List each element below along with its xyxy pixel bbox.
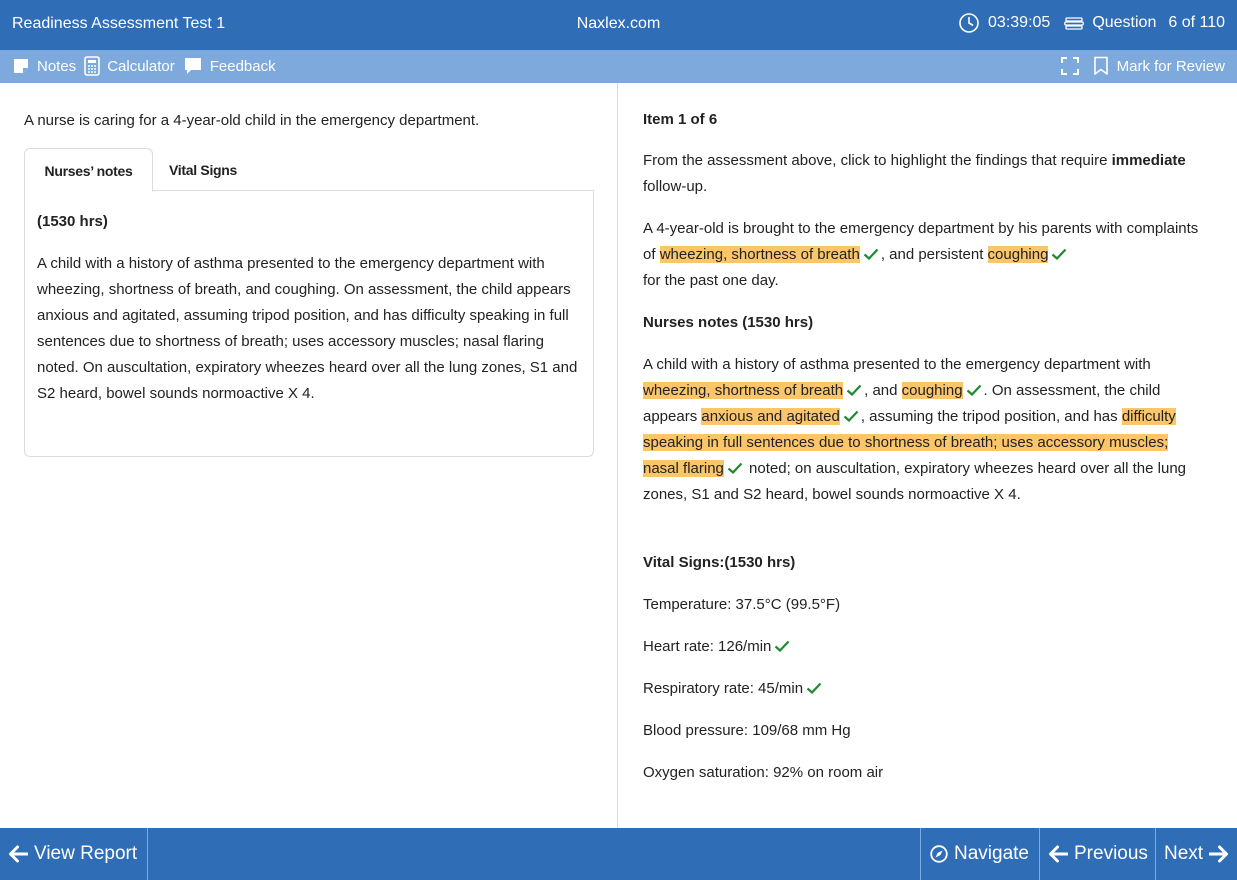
next-button[interactable] xyxy=(1164,828,1229,880)
notes-heading: Nurses notes (1530 hrs) xyxy=(643,314,814,331)
question-icon xyxy=(1064,15,1084,31)
compass-icon xyxy=(930,845,948,863)
case-tabs xyxy=(24,148,594,191)
vital-respiratory-rate: Respiratory rate: 45/min xyxy=(643,676,1208,702)
mark-review-label: Mark for Review xyxy=(1116,57,1225,75)
footer-divider xyxy=(1039,828,1040,880)
fullscreen-icon[interactable] xyxy=(1061,57,1079,75)
highlight-finding[interactable]: difficulty speaking in full sentences due to shortness of breath; uses accessory muscles; nasal flaring xyxy=(643,408,1176,477)
calculator-button[interactable] xyxy=(84,56,175,76)
toolbar xyxy=(0,50,1237,83)
nurses-notes-panel xyxy=(24,191,594,457)
check-icon xyxy=(774,640,790,652)
notes-paragraph: A child with a history of asthma presented to the emergency department with wheezing, shortness of breath , and coughing . On assessment, the child appears anxious and agitated , assuming the tripod position, and has difficulty speaking in full sentences due to shortness of breath; uses accessory muscles; nasal flaring noted; on auscultation, expiratory wheezes heard over all the lung zones, S1 and S2 heard, bowel sounds normoactive X 4. xyxy=(643,356,1186,503)
view-report-label: View Report xyxy=(34,843,138,864)
footer-divider xyxy=(920,828,921,880)
question-label: Question xyxy=(1092,14,1157,31)
footer-divider xyxy=(1155,828,1156,880)
arrow-left-icon xyxy=(8,845,28,863)
feedback-label: Feedback xyxy=(209,57,276,75)
previous-label: Previous xyxy=(1074,843,1148,864)
clock-icon xyxy=(958,12,980,34)
highlight-finding[interactable]: wheezing, shortness of breath xyxy=(659,246,860,263)
item-counter: Item 1 of 6 xyxy=(643,111,718,128)
highlight-finding[interactable]: coughing xyxy=(987,246,1049,263)
highlight-finding[interactable]: anxious and agitated xyxy=(701,408,840,425)
highlight-finding[interactable]: coughing xyxy=(901,382,963,399)
notes-button[interactable] xyxy=(12,57,76,75)
check-icon xyxy=(846,384,862,396)
case-pane xyxy=(0,83,618,828)
navigate-label: Navigate xyxy=(954,843,1029,864)
highlight-finding[interactable]: wheezing, shortness of breath xyxy=(643,382,844,399)
intro-paragraph: A 4-year-old is brought to the emergency department by his parents with complaints of wheezing, shortness of breath , and persistent coughing for the past one day. xyxy=(643,220,1199,289)
check-icon xyxy=(1051,248,1067,260)
check-icon xyxy=(806,682,822,694)
question-count: 6 of 110 xyxy=(1168,14,1225,31)
footer-divider xyxy=(147,828,148,880)
top-bar xyxy=(0,0,1237,50)
check-icon xyxy=(843,410,859,422)
vital-temperature: Temperature: 37.5°C (99.5°F) xyxy=(643,596,841,613)
calculator-icon xyxy=(84,56,100,76)
mark-review-button[interactable] xyxy=(1093,56,1225,76)
view-report-button[interactable] xyxy=(8,828,137,880)
timer: 03:39:05 xyxy=(988,14,1051,31)
check-icon xyxy=(966,384,982,396)
speech-bubble-icon xyxy=(183,56,203,76)
tab-vital-signs[interactable]: Vital Signs xyxy=(169,162,238,178)
case-stem: A nurse is caring for a 4-year-old child in the emergency department. xyxy=(24,112,480,129)
check-icon xyxy=(863,248,879,260)
arrow-right-icon xyxy=(1209,845,1229,863)
instruction: From the assessment above, click to highlight the findings that require immediate follow-up. xyxy=(643,152,1186,195)
check-icon xyxy=(727,462,743,474)
status-group xyxy=(958,12,1225,34)
note-time: (1530 hrs) xyxy=(37,213,108,230)
feedback-button[interactable] xyxy=(183,56,276,76)
navigate-button[interactable] xyxy=(930,828,1029,880)
vital-heart-rate: Heart rate: 126/min xyxy=(643,634,1208,660)
bookmark-icon xyxy=(1093,56,1109,76)
vital-oxygen-saturation: Oxygen saturation: 92% on room air xyxy=(643,764,884,781)
exam-title: Readiness Assessment Test 1 xyxy=(12,15,226,32)
next-label: Next xyxy=(1164,843,1204,864)
tab-nurses-notes[interactable]: Nurses’ notes xyxy=(24,148,153,192)
site-name: Naxlex.com xyxy=(576,15,661,32)
note-body: A child with a history of asthma presented to the emergency department with wheezing, shortness of breath, and coughing. On assessment, the child appears anxious and agitated, assuming tripod position, and has difficulty speaking in full sentences due to shortness of breath; uses accessory muscles; nasal flaring noted. On auscultation, expiratory wheezes heard over all the lung zones, S1 and S2 heard, bowel sounds normoactive X 4. xyxy=(37,255,578,402)
note-icon xyxy=(12,57,30,75)
vitals-heading: Vital Signs:(1530 hrs) xyxy=(643,554,796,571)
vital-blood-pressure: Blood pressure: 109/68 mm Hg xyxy=(643,722,851,739)
previous-button[interactable] xyxy=(1048,828,1148,880)
arrow-left-icon xyxy=(1048,845,1068,863)
calculator-label: Calculator xyxy=(107,57,175,75)
question-pane xyxy=(643,83,1213,828)
footer-bar xyxy=(0,828,1237,880)
notes-label: Notes xyxy=(37,57,77,75)
